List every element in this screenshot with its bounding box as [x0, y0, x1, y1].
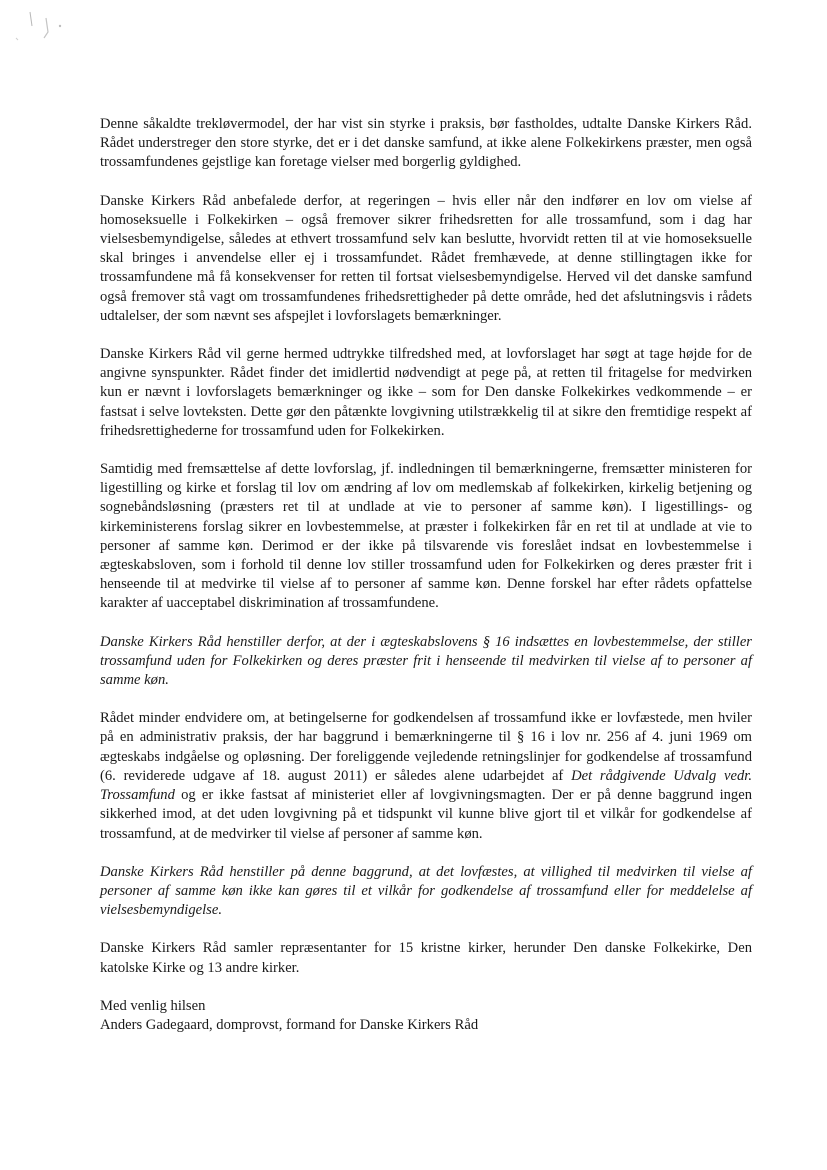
- committee-name: Det rådgivende Udvalg vedr. Trossamfund: [100, 767, 752, 804]
- paragraph-recommendation-section-16: Danske Kirkers Råd henstiller derfor, at der i ægteskabslovens § 16 indsættes en lovbestemmelse, der stiller trossamfund uden for Folkekirken og deres præster frit i henseende til medvirken til vielse af to personer af samme køn.: [100, 633, 752, 689]
- scan-artifact-marks: [8, 8, 68, 48]
- paragraph-satisfaction: Danske Kirkers Råd vil gerne hermed udtrykke tilfredshed med, at lovforslaget har søgt at tage højde for de angivne synspunkter. Rådet finder det imidlertid nødvendigt at pege på, at retten til fritagelse for medvirken kun er nævnt i lovforslagets bemærkninger og ikke – som for Den danske Folkekirkes vedkommende – er fastsat i selve lovteksten. Dette gør den påtænkte lovgivning utilstrækkelig til at sikre den fremtidige respekt af frihedsrettighederne for trossamfund uden for Folkekirken.: [100, 346, 752, 439]
- letter-body: [100, 115, 752, 1035]
- paragraph-administrative-practice-part1: Rådet minder endvidere om, at betingelserne for godkendelsen af trossamfund ikke er lovfæstede, men hviler på en administrativ praksis, der har baggrund i bemærkningerne til § 16 i lov nr. 256 af 4. juni 1969 om ægteskabs indgåelse og opløsning. Der foreliggende vejledende retningslinjer for godkendelse af trossamfund (6. reviderede udgave af 18. august 2011) er således alene udarbejdet af: [100, 710, 752, 784]
- paragraph-discrimination: Samtidig med fremsættelse af dette lovforslag, jf. indledningen til bemærkningerne, fremsætter ministeren for ligestilling og kirke et forslag til lov om ændring af lov om medlemskab af folkekirken, kirkelig betjening og sognebåndsløsning (præsters ret til at undlade at vie to personer af samme køn). I ligestillings- og kirkeministerens forslag sikrer en lovbestemmelse, at præster i folkekirken får en ret til at undlade at vie to personer af samme køn. Derimod er der ikke på tilsvarende vis foreslået indsat en lovbestemmelse i ægteskabsloven, som i forhold til denne lov stiller trossamfund uden for Folkekirken og deres præster frit i henseende til at medvirke til vielse af to personer af samme køn. Denne forskel har efter rådets opfattelse karakter af uacceptabel diskrimination af trossamfundene.: [100, 461, 752, 612]
- closing-greeting: Med venlig hilsen: [100, 997, 206, 1014]
- paragraph-trekloevermodel: Denne såkaldte trekløvermodel, der har vist sin styrke i praksis, bør fastholdes, udtalte Danske Kirkers Råd. Rådet understreger den store styrke, det er i det danske samfund, at ikke alene Folkekirkens præster, men også trossamfundenes gejstlige kan foretage vielser med borgerlig gyldighed.: [100, 116, 752, 171]
- paragraph-council-members: Danske Kirkers Råd samler repræsentanter for 15 kristne kirker, herunder Den danske Folkekirke, Den katolske Kirke og 13 andre kirker.: [100, 940, 752, 976]
- paragraph-administrative-practice-part2: og er ikke fastsat af ministeriet eller af lovgivningsmagten. Der er på denne baggrund ingen sikkerhed imod, at det uden lovgivning på et tidspunkt vil kunne blive gjort til et vilkår for godkendelse af trossamfund, at de medvirker til vielse af personer af samme køn.: [100, 787, 752, 842]
- paragraph-administrative-practice: [100, 709, 752, 843]
- signature-line: Anders Gadegaard, domprovst, formand for Danske Kirkers Råd: [100, 1016, 479, 1033]
- paragraph-recommendation-lovfaestes: Danske Kirkers Råd henstiller på denne baggrund, at det lovfæstes, at villighed til medvirken til vielse af personer af samme køn ikke kan gøres til et vilkår for godkendelse af trossamfund eller for meddelelse af vielsesbemyndigelse.: [100, 863, 752, 919]
- paragraph-recommendation: Danske Kirkers Råd anbefalede derfor, at regeringen – hvis eller når den indfører en lov om vielse af homoseksuelle i Folkekirken – også fremover sikrer frihedsretten for alle trossamfund, som i dag har vielsesbemyndigelse, således at ethvert trossamfund selv kan beslutte, hvorvidt retten til at vie homoseksuelle skal bringes i anvendelse eller ej i trossamfundet. Rådet fremhævede, at denne stillingtagen ikke for trossamfundene må få konsekvenser for retten til fortsat vielsesbemyndigelse. Herved vil det danske samfund også fremover stå vagt om trossamfundenes frihedsrettigheder på dette område, hed det afslutningsvis i rådets udtalelser, der som nævnt ses afspejlet i lovforslagets bemærkninger.: [100, 192, 752, 324]
